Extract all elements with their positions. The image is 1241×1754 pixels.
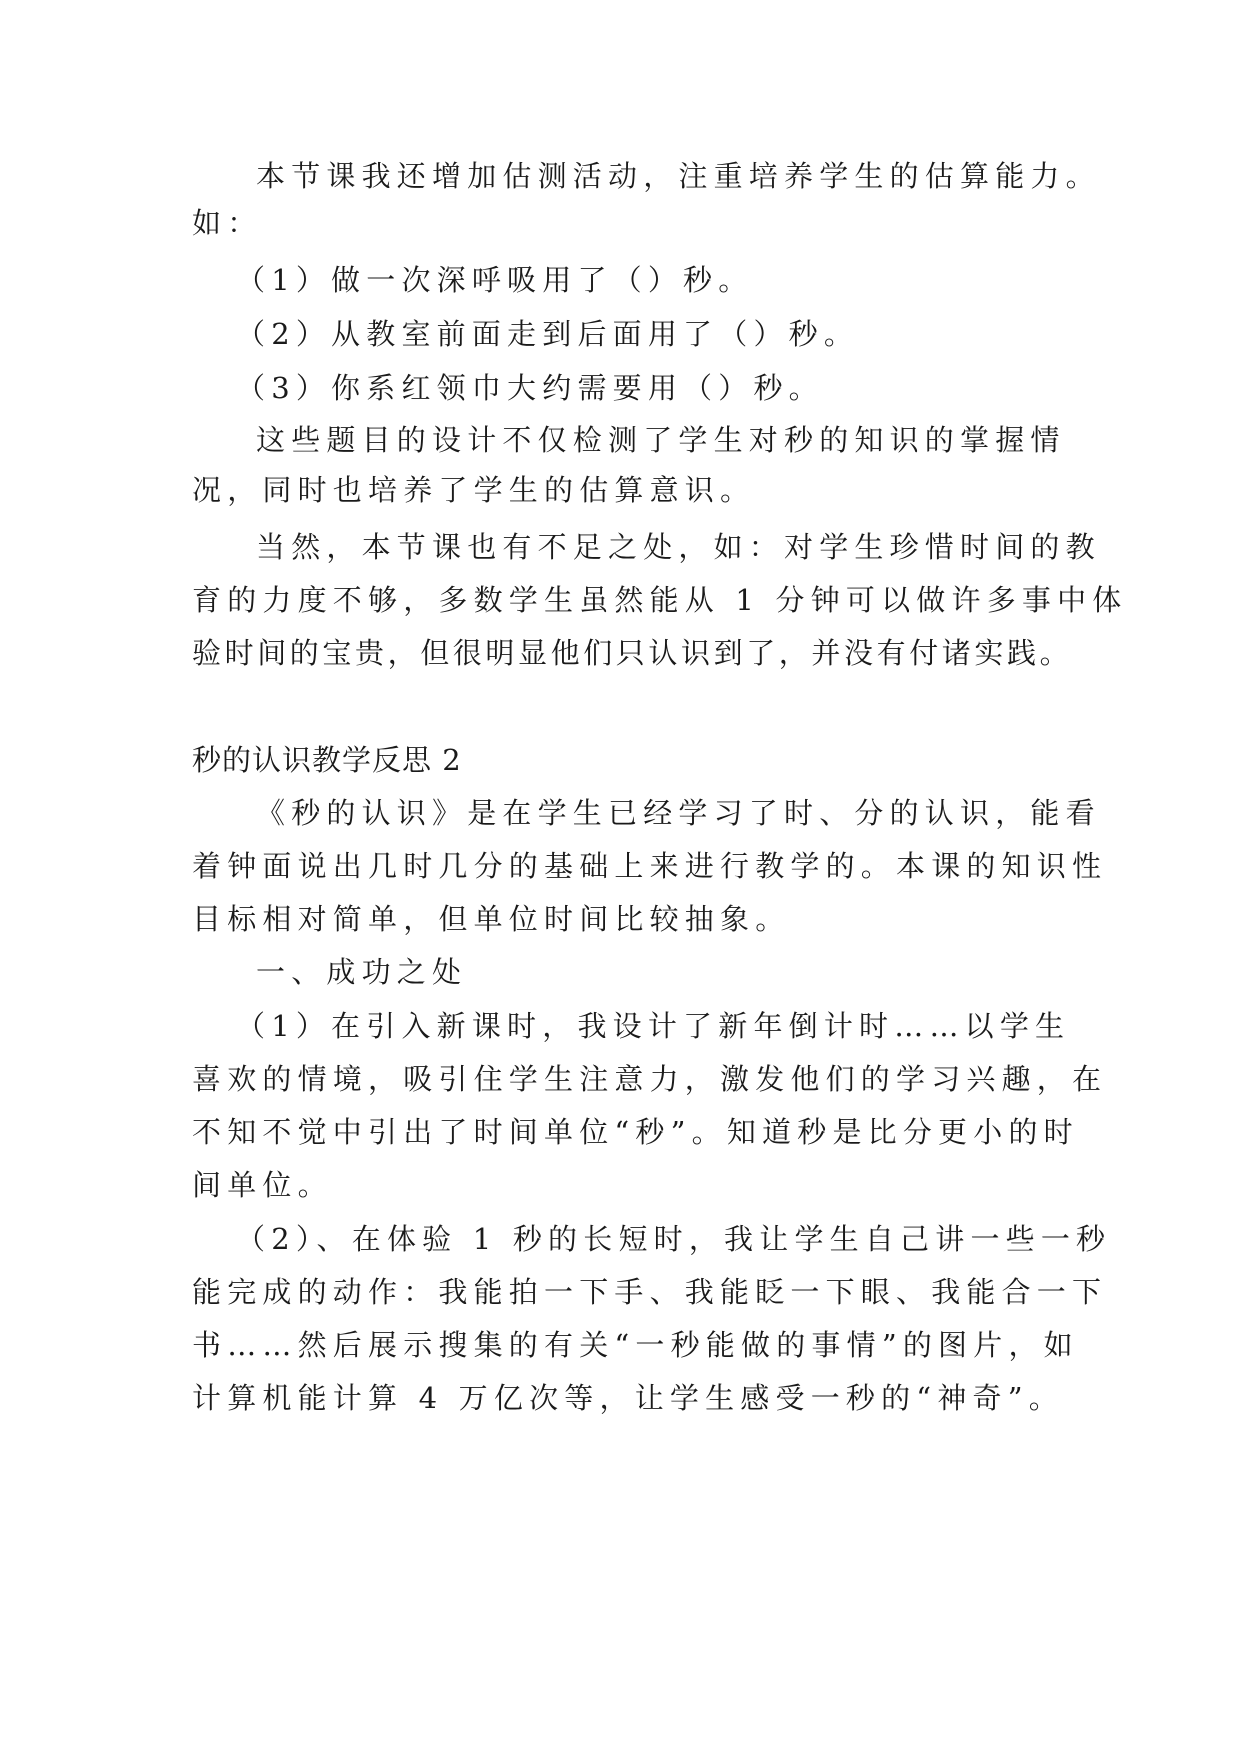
paragraph-2-line-2: 况，同时也培养了学生的估算意识。 bbox=[192, 473, 756, 507]
paragraph-5-line-4: 间单位。 bbox=[192, 1168, 333, 1202]
paragraph-5-line-2: 喜欢的情境，吸引住学生注意力，激发他们的学习兴趣，在 bbox=[192, 1062, 1108, 1096]
paragraph-6-line-3: 书……然后展示搜集的有关“一秒能做的事情”的图片，如 bbox=[192, 1328, 1079, 1362]
paragraph-1-line-2: 如： bbox=[192, 206, 263, 240]
subheading: 一、成功之处 bbox=[256, 955, 468, 989]
paragraph-3-line-3: 验时间的宝贵，但很明显他们只认识到了，并没有付诸实践。 bbox=[192, 636, 1073, 670]
paragraph-6-line-2: 能完成的动作：我能拍一下手、我能眨一下眼、我能合一下 bbox=[192, 1275, 1108, 1309]
section-title: 秒的认识教学反思 2 bbox=[192, 743, 462, 777]
paragraph-6-line-1: （2）、在体验 1 秒的长短时，我让学生自己讲一些一秒 bbox=[236, 1222, 1112, 1256]
list-item-3: （3）你系红领巾大约需要用（）秒。 bbox=[236, 371, 824, 405]
paragraph-1-line-1: 本节课我还增加估测活动，注重培养学生的估算能力。 bbox=[256, 159, 1101, 193]
paragraph-4-line-1: 《秒的认识》是在学生已经学习了时、分的认识，能看 bbox=[256, 796, 1101, 830]
list-item-1: （1）做一次深呼吸用了（）秒。 bbox=[236, 263, 754, 297]
paragraph-3-line-2: 育的力度不够，多数学生虽然能从 1 分钟可以做许多事中体 bbox=[192, 583, 1128, 617]
paragraph-6-line-4: 计算机能计算 4 万亿次等，让学生感受一秒的“神奇”。 bbox=[192, 1381, 1064, 1415]
paragraph-4-line-3: 目标相对简单，但单位时间比较抽象。 bbox=[192, 902, 791, 936]
paragraph-5-line-1: （1）在引入新课时，我设计了新年倒计时……以学生 bbox=[236, 1009, 1071, 1043]
paragraph-3-line-1: 当然，本节课也有不足之处，如：对学生珍惜时间的教 bbox=[256, 530, 1101, 564]
list-item-2: （2）从教室前面走到后面用了（）秒。 bbox=[236, 317, 860, 351]
paragraph-5-line-3: 不知不觉中引出了时间单位“秒”。知道秒是比分更小的时 bbox=[192, 1115, 1079, 1149]
paragraph-4-line-2: 着钟面说出几时几分的基础上来进行教学的。本课的知识性 bbox=[192, 849, 1108, 883]
paragraph-2-line-1: 这些题目的设计不仅检测了学生对秒的知识的掌握情 bbox=[256, 423, 1066, 457]
